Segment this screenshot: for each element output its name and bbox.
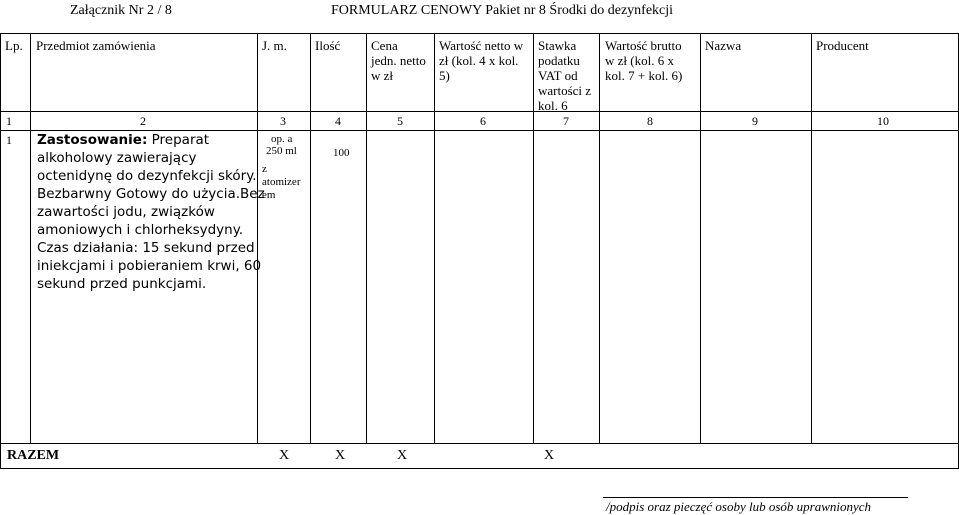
description-bold: Zastosowanie: <box>37 132 148 148</box>
description-line: Czas działania: 15 sekund przed <box>37 240 255 256</box>
column-number: 9 <box>752 114 758 128</box>
header-lp: Lp. <box>5 38 23 53</box>
description-line: octenidynę do dezynfekcji skóry. <box>37 168 257 184</box>
header-przedmiot: Przedmiot zamówienia <box>36 38 156 53</box>
column-number: 7 <box>563 114 569 128</box>
header-ilosc: Ilość <box>315 38 341 53</box>
description-line: zawartości jodu, związków <box>37 204 215 220</box>
column-number: 3 <box>280 114 286 128</box>
form-title: FORMULARZ CENOWY Pakiet nr 8 Środki do dezynfekcji <box>331 3 674 18</box>
column-number: 6 <box>480 114 486 128</box>
total-x-mark: X <box>544 448 555 463</box>
row-lp: 1 <box>6 133 12 147</box>
description-line: iniekcjami i pobieraniem krwi, 60 <box>37 258 262 274</box>
description-rest: Preparat <box>147 132 210 148</box>
total-x-mark: X <box>279 448 290 463</box>
total-label: RAZEM <box>7 448 60 463</box>
column-number: 8 <box>647 114 653 128</box>
header-jm: J. m. <box>262 38 287 53</box>
description-line: alkoholowy zawierający <box>37 150 197 166</box>
header-nazwa: Nazwa <box>705 38 742 53</box>
description-line: amoniowych i chlorheksydyny. <box>37 222 244 238</box>
total-x-mark: X <box>397 448 408 463</box>
signature-caption: /podpis oraz pieczęć osoby lub osób uprawnionych <box>606 499 872 514</box>
column-number: 2 <box>140 114 146 128</box>
description-line: sekund przed punkcjami. <box>37 276 207 292</box>
column-number: 1 <box>6 114 12 128</box>
attachment-number: Załącznik Nr 2 / 8 <box>70 3 172 18</box>
column-number: 10 <box>877 114 889 128</box>
column-number: 4 <box>335 114 341 128</box>
signature-line <box>603 497 908 498</box>
header-producent: Producent <box>816 38 869 53</box>
row-ilosc: 100 <box>333 147 350 159</box>
description-line: Bezbarwny Gotowy do użycia.Bez <box>37 186 265 202</box>
total-x-mark: X <box>335 448 346 463</box>
column-number: 5 <box>397 114 403 128</box>
